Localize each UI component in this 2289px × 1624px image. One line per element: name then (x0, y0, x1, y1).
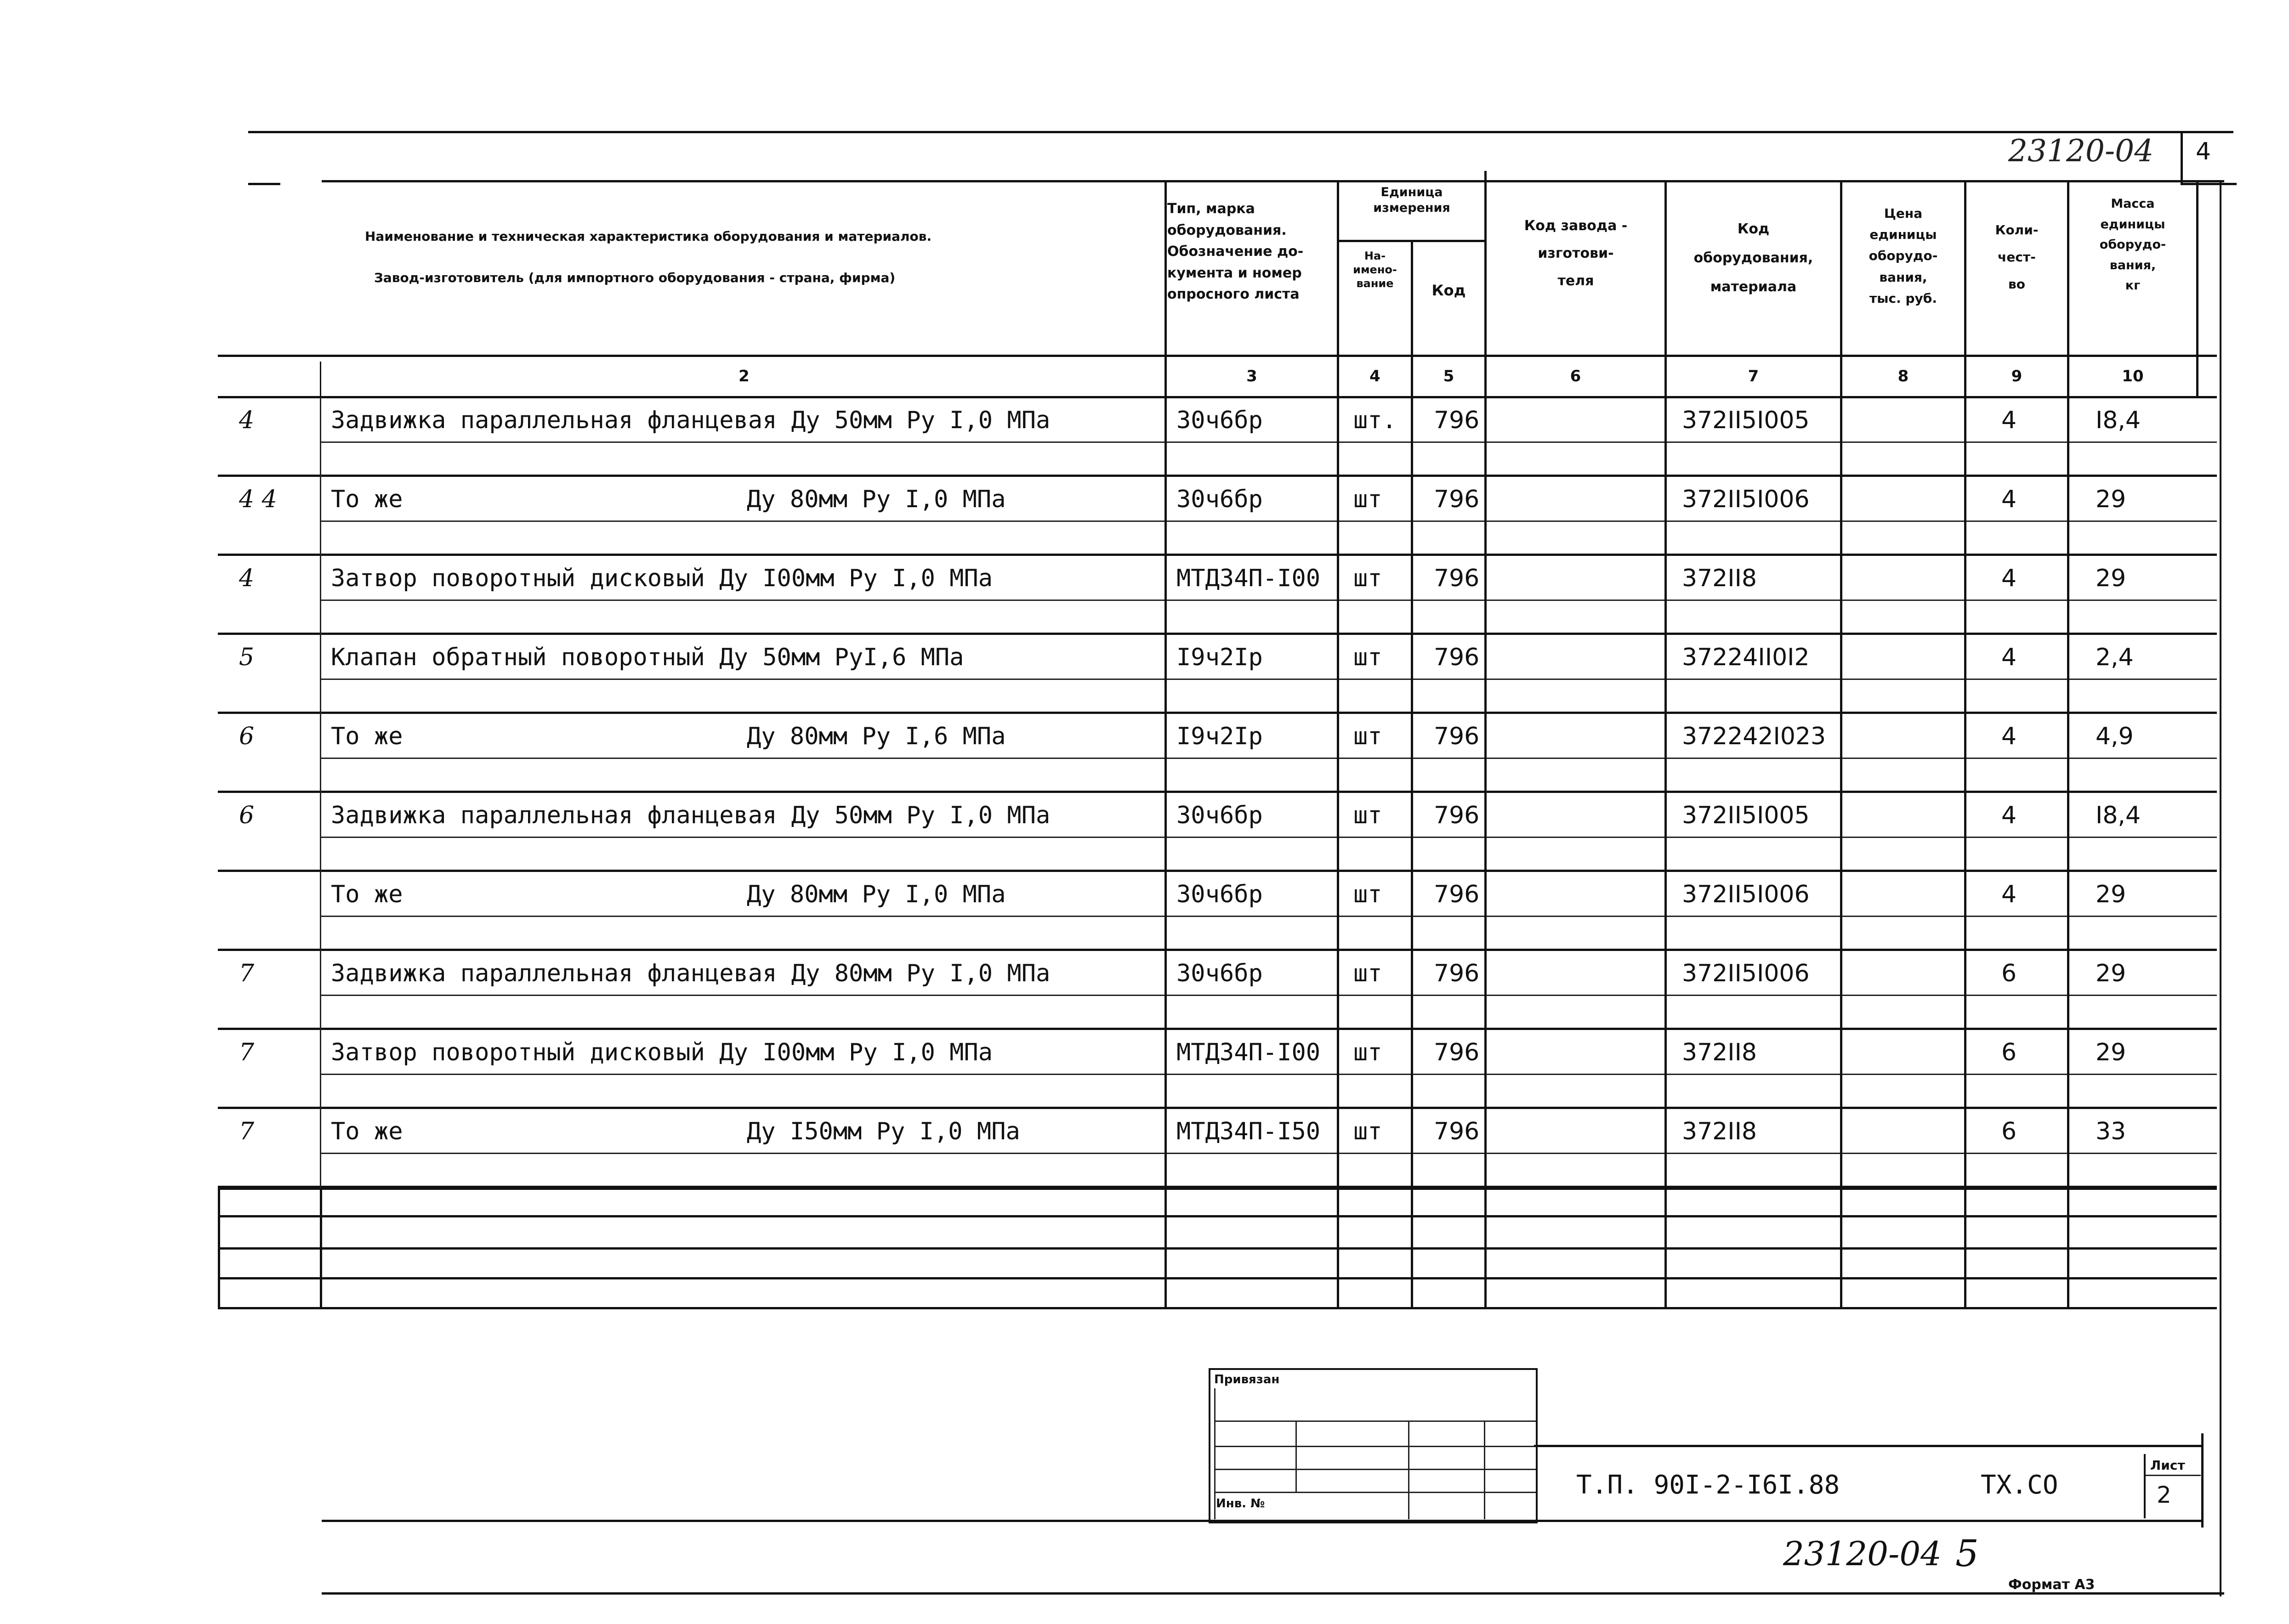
row-mass: I8,4 (2096, 407, 2141, 434)
row-mass: 4,9 (2096, 723, 2134, 750)
right-frame-line (2220, 181, 2221, 1596)
row-position: 5 (239, 644, 255, 671)
corner-box-left (2181, 131, 2183, 184)
section-code: ТХ.СО (1981, 1470, 2058, 1500)
row-equipment-code: 37224II0I2 (1682, 644, 1810, 671)
colnum-2: 2 (738, 367, 750, 385)
row-type: 30ч6бр (1176, 486, 1263, 513)
colnum-9: 9 (2011, 367, 2022, 385)
row-unit-code: 796 (1434, 407, 1480, 434)
row-unit-code: 796 (1434, 723, 1480, 750)
row-spec: Ду 80мм Ру I,0 МПа (747, 881, 1006, 908)
table-row (0, 397, 2289, 476)
row-quantity: 4 (2001, 802, 2017, 829)
row-type: 30ч6бр (1176, 802, 1263, 829)
row-unit-code: 796 (1434, 486, 1480, 513)
inv-label: Инв. № (1216, 1497, 1265, 1511)
row-name: То же (331, 881, 403, 908)
row-quantity: 4 (2001, 644, 2017, 671)
row-type: МТД34П-I00 (1176, 1039, 1321, 1066)
row-mass: 29 (2096, 565, 2126, 592)
row-name: Затвор поворотный дисковый Ду I00мм Ру I,0 МПа (331, 1039, 993, 1066)
row-unit-code: 796 (1434, 1118, 1480, 1145)
colnum-10: 10 (2122, 367, 2144, 385)
row-quantity: 6 (2001, 1039, 2017, 1066)
row-mass: 29 (2096, 1039, 2126, 1066)
row-equipment-code: 372II5I006 (1682, 881, 1810, 908)
row-type: I9ч2Iр (1176, 723, 1263, 750)
row-unit-code: 796 (1434, 960, 1480, 987)
row-mass: 29 (2096, 486, 2126, 513)
row-equipment-code: 372242I023 (1682, 723, 1826, 750)
table-row (0, 555, 2289, 634)
row-quantity: 4 (2001, 486, 2017, 513)
row-unit: шт (1353, 1118, 1382, 1145)
header-col2-line1: Наименование и техническая характеристика оборудования и материалов. (365, 229, 932, 244)
bottom-page-number: 5 (1955, 1532, 1979, 1575)
row-type: МТД34П-I50 (1176, 1118, 1321, 1145)
column-number-row (218, 357, 2217, 397)
row-spec: Ду 80мм Ру I,0 МПа (747, 486, 1006, 513)
header-col4: На- имено- вание (1353, 249, 1397, 290)
header-unit-group: Единица измерения (1373, 185, 1450, 215)
row-name: Затвор поворотный дисковый Ду I00мм Ру I,0 МПа (331, 565, 993, 592)
row-mass: 33 (2096, 1118, 2126, 1145)
row-equipment-code: 372II5I005 (1682, 802, 1810, 829)
header-col3: Тип, марка оборудования. Обозначение до- кумента и номер опросного листа (1167, 201, 1304, 302)
row-unit: шт (1353, 723, 1382, 750)
table-row (0, 476, 2289, 555)
row-spec: Ду 80мм Ру I,6 МПа (747, 723, 1006, 750)
colnum-7: 7 (1748, 367, 1759, 385)
table-row (0, 792, 2289, 871)
colnum-6: 6 (1570, 367, 1581, 385)
row-position: 4 4 (239, 486, 277, 513)
row-unit: шт (1353, 881, 1382, 908)
tied-label: Привязан (1214, 1373, 1280, 1386)
bottom-reference: 23120-04 (1783, 1534, 1942, 1573)
tied-stamp (1209, 1368, 1538, 1523)
row-type: 30ч6бр (1176, 407, 1263, 434)
header-col6: Код завода - изготови- теля (1524, 218, 1628, 289)
row-name: То же (331, 1118, 403, 1145)
row-equipment-code: 372II5I006 (1682, 960, 1810, 987)
row-mass: I8,4 (2096, 802, 2141, 829)
colnum-3: 3 (1246, 367, 1257, 385)
stamp-frame-top (1534, 1445, 2203, 1447)
bottom-frame-line (322, 1592, 2224, 1595)
row-position: 4 (239, 565, 255, 592)
row-name: Клапан обратный поворотный Ду 50мм РуI,6 МПа (331, 644, 964, 671)
row-unit: шт (1353, 802, 1382, 829)
row-quantity: 4 (2001, 565, 2017, 592)
header-col5: Код (1431, 282, 1466, 299)
row-mass: 29 (2096, 881, 2126, 908)
stamp-frame-bottom (322, 1520, 2204, 1522)
sheet-number: 2 (2157, 1482, 2171, 1508)
row-quantity: 6 (2001, 960, 2017, 987)
row-position: 7 (239, 960, 255, 987)
row-equipment-code: 372II8 (1682, 1039, 1757, 1066)
row-position: 7 (239, 1118, 255, 1145)
row-unit-code: 796 (1434, 1039, 1480, 1066)
table-row (0, 713, 2289, 792)
row-name: Задвижка параллельная фланцевая Ду 50мм Ру I,0 МПа (331, 802, 1051, 829)
sheet-box (2144, 1454, 2201, 1518)
row-quantity: 4 (2001, 407, 2017, 434)
row-unit: шт. (1353, 407, 1397, 434)
row-equipment-code: 372II5I005 (1682, 407, 1810, 434)
colnum-8: 8 (1897, 367, 1909, 385)
row-spec: Ду I50мм Ру I,0 МПа (747, 1118, 1020, 1145)
top-frame-line (248, 131, 2233, 133)
table-row (0, 1030, 2289, 1109)
row-mass: 2,4 (2096, 644, 2134, 671)
row-unit-code: 796 (1434, 565, 1480, 592)
row-name: Задвижка параллельная фланцевая Ду 50мм Ру I,0 МПа (331, 407, 1051, 434)
row-unit-code: 796 (1434, 644, 1480, 671)
table-row (0, 871, 2289, 951)
document-code: Т.П. 90I-2-I6I.88 (1576, 1470, 1840, 1500)
header-col9: Коли- чест- во (1995, 222, 2039, 292)
row-unit: шт (1353, 1039, 1382, 1066)
row-name: То же (331, 723, 403, 750)
header-col8: Цена единицы оборудо- вания, тыс. руб. (1869, 206, 1938, 306)
row-type: 30ч6бр (1176, 881, 1263, 908)
colnum-4: 4 (1369, 367, 1380, 385)
format-label: Формат А3 (2008, 1577, 2095, 1593)
row-unit-code: 796 (1434, 802, 1480, 829)
table-row (0, 1109, 2289, 1188)
colnum-5: 5 (1443, 367, 1454, 385)
row-quantity: 4 (2001, 723, 2017, 750)
row-type: МТД34П-I00 (1176, 565, 1321, 592)
stamp-frame-right (2201, 1433, 2204, 1528)
row-name: Задвижка параллельная фланцевая Ду 80мм Ру I,0 МПа (331, 960, 1051, 987)
sheet-label: Лист (2150, 1458, 2185, 1473)
row-quantity: 6 (2001, 1118, 2017, 1145)
row-equipment-code: 372II5I006 (1682, 486, 1810, 513)
header-col7: Код оборудования, материала (1693, 221, 1813, 295)
row-position: 6 (239, 723, 255, 750)
row-name: То же (331, 486, 403, 513)
table-row (0, 634, 2289, 713)
top-reference: 23120-04 (2008, 133, 2154, 169)
row-type: 30ч6бр (1176, 960, 1263, 987)
row-quantity: 4 (2001, 881, 2017, 908)
row-unit: шт (1353, 644, 1382, 671)
row-unit: шт (1353, 486, 1382, 513)
table-row (0, 951, 2289, 1030)
row-equipment-code: 372II8 (1682, 565, 1757, 592)
row-unit: шт (1353, 565, 1382, 592)
row-unit: шт (1353, 960, 1382, 987)
row-position: 6 (239, 802, 255, 829)
page-corner-number: 4 (2196, 138, 2211, 165)
row-position: 4 (239, 407, 255, 434)
row-unit-code: 796 (1434, 881, 1480, 908)
header-col2-line2: Завод-изготовитель (для импортного оборудования - страна, фирма) (374, 270, 896, 285)
row-mass: 29 (2096, 960, 2126, 987)
row-position: 7 (239, 1039, 255, 1066)
row-equipment-code: 372II8 (1682, 1118, 1757, 1145)
header-col10: Масса единицы оборудо- вания, кг (2099, 197, 2166, 293)
header-block (218, 180, 2217, 355)
row-type: I9ч2Iр (1176, 644, 1263, 671)
